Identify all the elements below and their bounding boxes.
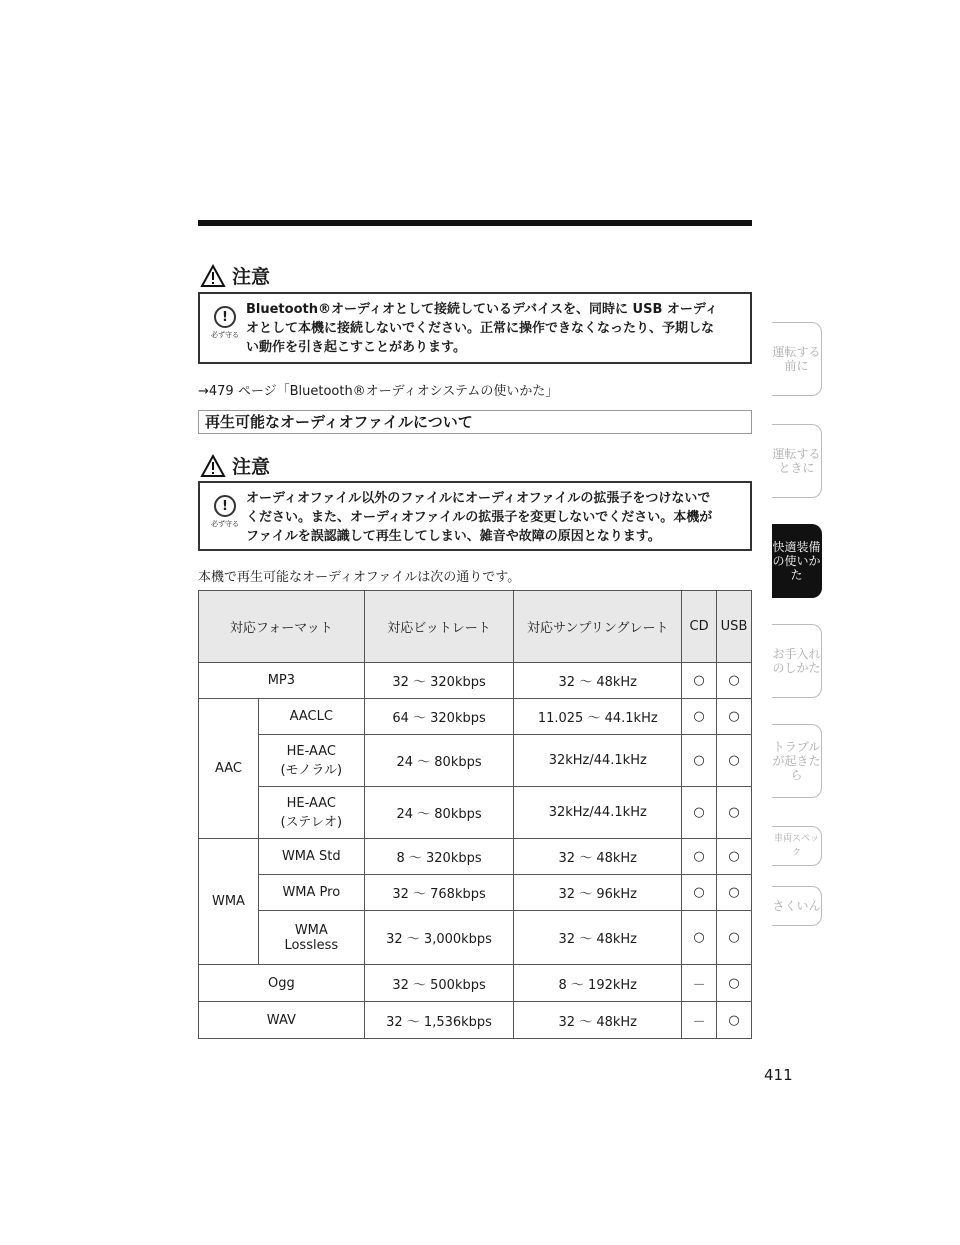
table-row — [199, 875, 752, 911]
caution-heading-1 — [200, 262, 270, 289]
cell-usb: ○ — [717, 663, 752, 699]
table-row — [199, 663, 752, 699]
side-tab-vehicle-specs[interactable]: 車両スペック — [772, 826, 822, 866]
cell-sampling: 32kHz/44.1kHz — [514, 735, 682, 787]
header-cd: CD — [682, 591, 717, 663]
page-number: 411 — [764, 1066, 793, 1084]
group-wma: WMA — [199, 839, 259, 965]
caution-text-2 — [246, 489, 712, 546]
caution-1-line-1: Bluetooth®オーディオとして接続しているデバイスを、同時に USB オーディ — [246, 302, 718, 317]
table-row — [199, 787, 752, 839]
caution-box-1 — [198, 292, 752, 364]
must-observe-mark — [208, 306, 242, 340]
header-sampling: 対応サンプリングレート — [514, 591, 682, 663]
cell-format: WMA Std — [258, 839, 364, 875]
side-tab-index[interactable]: さくいん — [772, 886, 822, 926]
table-row — [199, 965, 752, 1002]
warning-triangle-icon — [200, 454, 226, 478]
exclamation-icon: ! — [214, 495, 236, 517]
table-row — [199, 911, 752, 965]
caution-1-line-3: い動作を引き起こすことがあります。 — [246, 340, 466, 355]
cell-bitrate: 24 ～ 80kbps — [364, 787, 514, 839]
side-tab-maintenance[interactable]: お手入れのしかた — [772, 624, 822, 698]
cell-cd: － — [682, 965, 717, 1002]
header-usb: USB — [717, 591, 752, 663]
cell-usb: ○ — [717, 839, 752, 875]
caution-2-line-2: ください。また、オーディオファイルの拡張子を変更しないでください。本機が — [246, 510, 713, 525]
cell-bitrate: 64 ～ 320kbps — [364, 699, 514, 735]
exclamation-icon: ! — [214, 306, 236, 328]
cell-bitrate: 32 ～ 500kbps — [364, 965, 514, 1002]
cell-bitrate: 32 ～ 1,536kbps — [364, 1002, 514, 1039]
cell-sampling: 8 ～ 192kHz — [514, 965, 682, 1002]
group-aac: AAC — [199, 699, 259, 839]
side-tab-troubleshooting[interactable]: トラブルが起きたら — [772, 724, 822, 798]
cell-bitrate: 8 ～ 320kbps — [364, 839, 514, 875]
must-observe-label: 必ず守る — [211, 520, 239, 528]
cell-usb: ○ — [717, 735, 752, 787]
cell-usb: ○ — [717, 1002, 752, 1039]
must-observe-mark — [208, 495, 242, 529]
cell-bitrate: 32 ～ 768kbps — [364, 875, 514, 911]
cell-format: MP3 — [199, 663, 365, 699]
cell-sampling: 32 ～ 48kHz — [514, 839, 682, 875]
cell-usb: ○ — [717, 965, 752, 1002]
table-row — [199, 735, 752, 787]
caution-1-line-2: オとして本機に接続しないでください。正常に操作できなくなったり、予期しな — [246, 321, 715, 336]
caution-heading-2 — [200, 452, 270, 479]
cell-sampling: 32 ～ 48kHz — [514, 911, 682, 965]
cell-usb: ○ — [717, 875, 752, 911]
cell-cd: ○ — [682, 787, 717, 839]
cell-format: WMA Lossless — [258, 911, 364, 965]
cell-cd: ○ — [682, 911, 717, 965]
caution-title-2: 注意 — [232, 456, 271, 478]
caution-2-line-1: オーディオファイル以外のファイルにオーディオファイルの拡張子をつけないで — [246, 491, 711, 506]
table-row — [199, 1002, 752, 1039]
cell-usb: ○ — [717, 911, 752, 965]
cell-cd: ○ — [682, 663, 717, 699]
cell-format: HE-AAC (ステレオ) — [258, 787, 364, 839]
page-reference: →479 ページ「Bluetooth®オーディオシステムの使いかた」 — [198, 384, 559, 399]
cell-sampling: 32 ～ 96kHz — [514, 875, 682, 911]
side-tab-while-driving[interactable]: 運転するときに — [772, 424, 822, 498]
header-bitrate: 対応ビットレート — [364, 591, 514, 663]
cell-usb: ○ — [717, 787, 752, 839]
side-tab-comfort-features[interactable]: 快適装備の使いかた — [772, 524, 822, 598]
cell-sampling: 32 ～ 48kHz — [514, 663, 682, 699]
audio-format-table — [198, 590, 752, 1039]
caution-box-2 — [198, 481, 752, 551]
caution-title-1: 注意 — [232, 266, 271, 288]
must-observe-label: 必ず守る — [211, 331, 239, 339]
cell-bitrate: 32 ～ 3,000kbps — [364, 911, 514, 965]
cell-format: Ogg — [199, 965, 365, 1002]
table-intro: 本機で再生可能なオーディオファイルは次の通りです。 — [198, 570, 521, 585]
cell-bitrate: 32 ～ 320kbps — [364, 663, 514, 699]
cell-format: WAV — [199, 1002, 365, 1039]
table-row — [199, 699, 752, 735]
cell-sampling: 11.025 ～ 44.1kHz — [514, 699, 682, 735]
cell-cd: ○ — [682, 735, 717, 787]
side-tab-before-driving[interactable]: 運転する前に — [772, 322, 822, 396]
top-rule — [198, 220, 752, 226]
cell-cd: ○ — [682, 699, 717, 735]
warning-triangle-icon — [200, 264, 226, 288]
cell-sampling: 32kHz/44.1kHz — [514, 787, 682, 839]
cell-format: AACLC — [258, 699, 364, 735]
cell-sampling: 32 ～ 48kHz — [514, 1002, 682, 1039]
caution-text-1 — [246, 300, 718, 357]
header-format: 対応フォーマット — [199, 591, 365, 663]
cell-cd: ○ — [682, 839, 717, 875]
caution-2-line-3: ファイルを誤認識して再生してしまい、雑音や故障の原因となります。 — [246, 529, 661, 544]
cell-cd: ○ — [682, 875, 717, 911]
section-title: 再生可能なオーディオファイルについて — [198, 410, 752, 434]
cell-cd: － — [682, 1002, 717, 1039]
cell-bitrate: 24 ～ 80kbps — [364, 735, 514, 787]
table-row — [199, 839, 752, 875]
table-header-row — [199, 591, 752, 663]
cell-usb: ○ — [717, 699, 752, 735]
cell-format: WMA Pro — [258, 875, 364, 911]
cell-format: HE-AAC (モノラル) — [258, 735, 364, 787]
